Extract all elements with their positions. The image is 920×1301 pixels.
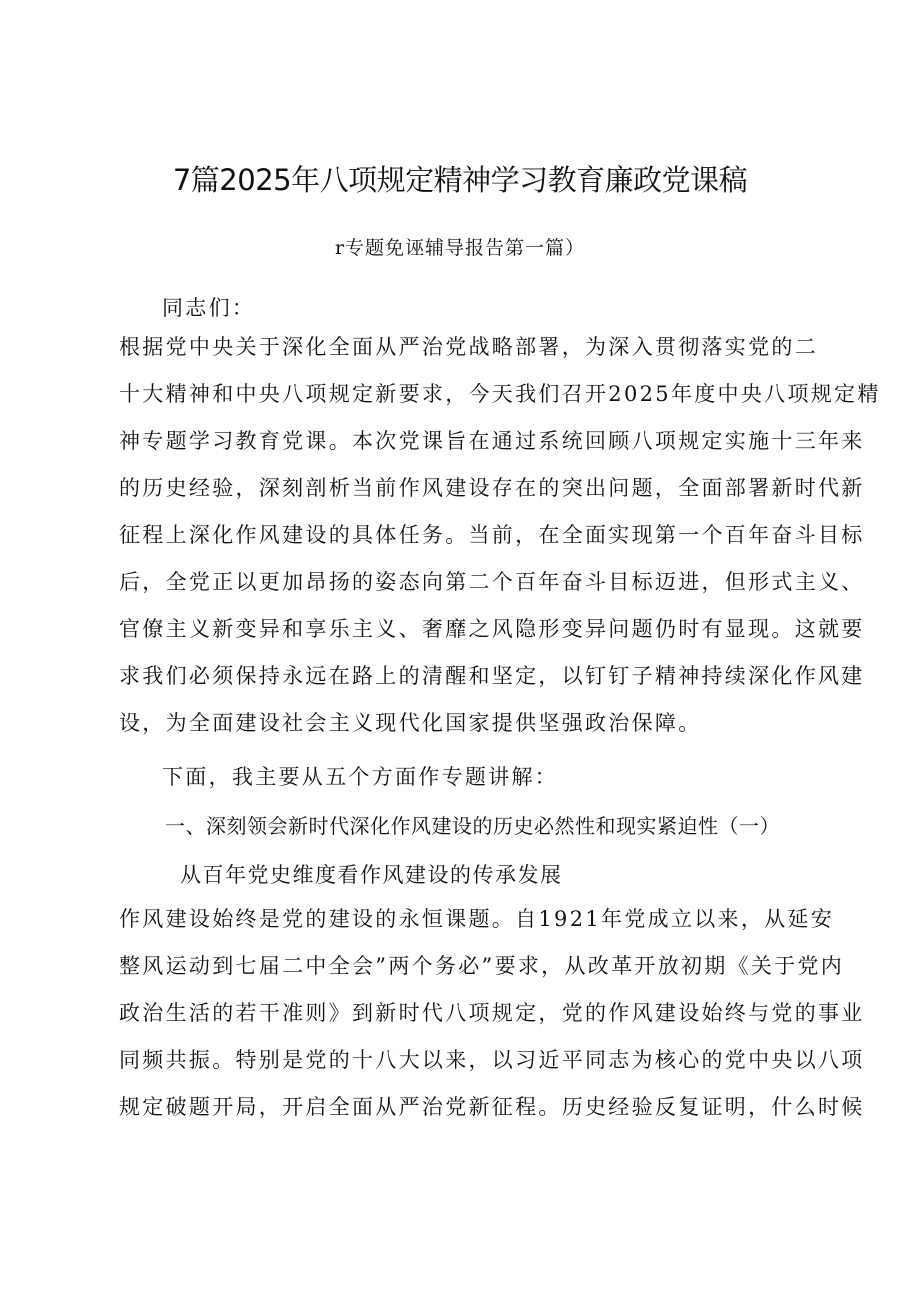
paragraph-line: 根据党中央关于深化全面从严治党战略部署，为深入贯彻落实党的二	[119, 335, 818, 359]
paragraph-line: 征程上深化作风建设的具体任务。当前，在全面实现第一个百年奋斗目标	[119, 523, 865, 547]
paragraph-line: 政治生活的若干准则》到新时代八项规定，党的作风建设始终与党的事业	[119, 1001, 865, 1025]
subheading-text: 从百年党史维度看作风建设的传承发展	[180, 863, 563, 887]
paragraph-line: 神专题学习教育党课。本次党课旨在通过系统回顾八项规定实施十三年来	[119, 429, 865, 453]
section-heading-1: 一、深刻领会新时代深化作风建设的历史必然性和现实紧迫性（一）	[165, 814, 780, 838]
greeting-text: 同志们：	[162, 296, 256, 320]
paragraph-line: 官僚主义新变异和享乐主义、奢靡之风隐形变异问题仍时有显现。这就要	[119, 617, 865, 641]
document-subtitle: r专题免诬辅导报告第一篇）	[334, 237, 586, 259]
paragraph-line: 的历史经验，深刻剖析当前作风建设存在的突出问题，全面部署新时代新	[119, 476, 865, 500]
paragraph-outline-intro	[162, 754, 558, 801]
paragraph-line: 后，全党正以更加昂扬的姿态向第二个百年奋斗目标迈进，但形式主义、	[119, 570, 865, 594]
paragraph-line: 设，为全面建设社会主义现代化国家提供坚强政治保障。	[119, 711, 702, 735]
paragraph-line: 下面，我主要从五个方面作专题讲解：	[162, 765, 559, 789]
paragraph-line: 规定破题开局，开启全面从严治党新征程。历史经验反复证明，什么时候	[119, 1095, 865, 1119]
document-title: 7篇2025年八项规定精神学习教育廉政党课稿	[172, 163, 748, 197]
paragraph-history	[119, 896, 865, 1131]
paragraph-line: 整风运动到七届二中全会”两个务必”要求，从改革开放初期《关于党内	[119, 954, 845, 978]
paragraph-intro	[119, 324, 881, 747]
paragraph-line: 作风建设始终是党的建设的永恒课题。自1921年党成立以来，从延安	[119, 907, 835, 931]
section-subheading-1	[180, 852, 563, 899]
paragraph-line: 求我们必须保持永远在路上的清醒和坚定，以钉钉子精神持续深化作风建	[119, 664, 865, 688]
paragraph-line: 十大精神和中央八项规定新要求，今天我们召开2025年度中央八项规定精	[119, 382, 881, 406]
paragraph-line: 同频共振。特别是党的十八大以来，以习近平同志为核心的党中央以八项	[119, 1048, 865, 1072]
